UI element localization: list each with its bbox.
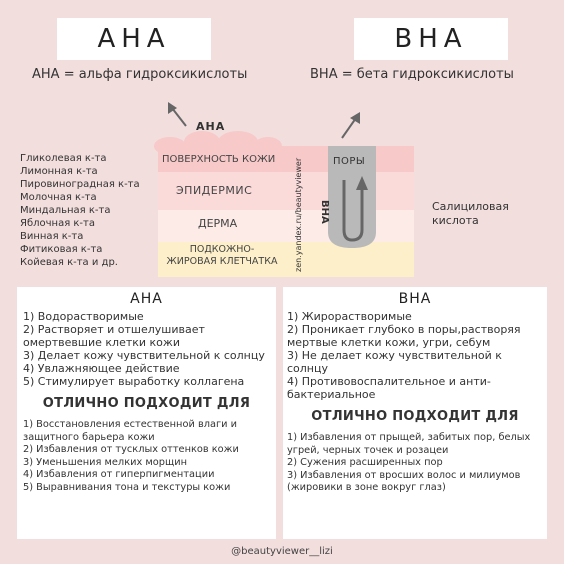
bha-arrow — [342, 118, 356, 138]
watermark: zen.yandex.ru/beautyviewer — [294, 157, 303, 272]
bha-prop: 1) Жирорастворимые — [287, 310, 412, 323]
aha-use: 2) Избавления от тусклых оттенков кожи — [23, 444, 239, 455]
bha-title-box — [354, 18, 508, 60]
bha-panel — [283, 287, 547, 539]
bha-use: 3) Избавления от вросших волос и милиумов (жировики в зоне вокруг глаз) — [287, 469, 521, 493]
aha-prop: 2) Растворяет и отшелушивает омертвевшие клетки кожи — [23, 323, 205, 349]
acid-item: Койевая к-та и др. — [20, 257, 118, 268]
acid-item: Молочная к-та — [20, 192, 97, 203]
aha-use: 1) Восстановления естественной влаги и защитного барьера кожи — [23, 419, 237, 443]
aha-use: 4) Избавления от гиперпигментации — [23, 469, 215, 480]
pore-label: ПОРЫ — [333, 156, 366, 167]
aha-prop: 4) Увлажняющее действие — [23, 362, 180, 375]
bha-use: 1) Избавления от прыщей, забитых пор, белых угрей, черных точек и розацеи — [287, 432, 531, 456]
bha-subtitle: ВНА = бета гидроксикислоты — [310, 67, 514, 82]
aha-props-list — [17, 307, 276, 388]
aha-prop: 1) Водорастворимые — [23, 310, 144, 323]
acid-item: Пировиноградная к-та — [20, 179, 140, 190]
acid-item: Лимонная к-та — [20, 166, 98, 177]
aha-prop: 5) Стимулирует выработку коллагена — [23, 375, 245, 388]
bha-title: ВНА — [394, 24, 468, 54]
bha-prop: 2) Проникает глубоко в поры,растворяя мертвые клетки кожи, угри, себум — [287, 323, 521, 349]
aha-use: 5) Выравнивания тона и текстуры кожи — [23, 481, 231, 493]
bha-prop: 4) Противовоспалительное и анти-бактериальное — [287, 375, 491, 401]
bha-use: 2) Сужения расширенных пор — [287, 457, 443, 468]
aha-panel-title: АНА — [130, 291, 163, 307]
acid-item: Яблочная к-та — [20, 218, 95, 229]
aha-uses-heading: ОТЛИЧНО ПОДХОДИТ ДЛЯ — [42, 396, 251, 411]
bha-prop: 3) Не делает кожу чувствительной к солнцу — [287, 349, 502, 375]
aha-subtitle: АНА = альфа гидроксикислоты — [32, 67, 248, 82]
acid-item: Винная к-та — [20, 231, 84, 242]
aha-title-box — [57, 18, 211, 60]
skin-surface-label: ПОВЕРХНОСТЬ КОЖИ — [162, 154, 276, 165]
skin-diagram — [150, 100, 420, 280]
aha-panel — [17, 287, 276, 539]
aha-uses-list — [17, 411, 276, 494]
aha-prop: 3) Делает кожу чувствительной к солнцу — [23, 349, 265, 362]
bha-panel-title: ВНА — [398, 291, 432, 307]
bha-acid — [432, 200, 522, 228]
skin-fat-label — [158, 244, 286, 268]
skin-fat-label-line2: ЖИРОВАЯ КЛЕТЧАТКА — [166, 256, 278, 267]
bha-uses-list — [283, 424, 547, 495]
aha-title: АНА — [97, 24, 171, 54]
bha-arrowhead — [350, 112, 360, 124]
acid-item: Фитиковая к-та — [20, 244, 103, 255]
skin-fat-label-line1: ПОДКОЖНО- — [189, 244, 255, 255]
aha-use: 3) Уменьшения мелких морщин — [23, 456, 187, 468]
bha-uses-heading: ОТЛИЧНО ПОДХОДИТ ДЛЯ — [311, 409, 519, 424]
footer-handle: @beautyviewer__lizi — [231, 546, 333, 557]
bha-acid-text: Салициловая кислота — [432, 200, 509, 227]
acid-item: Гликолевая к-та — [20, 153, 107, 164]
skin-dermis-label: ДЕРМА — [198, 217, 238, 230]
aha-acid-list — [20, 152, 140, 269]
bha-props-list — [283, 307, 547, 401]
aha-arrow — [172, 108, 186, 126]
skin-epidermis-label: ЭПИДЕРМИС — [176, 184, 253, 197]
acid-item: Миндальная к-та — [20, 205, 111, 216]
pore-bha-label: ВНА — [319, 200, 330, 224]
aha-arrow-label: АНА — [196, 120, 226, 133]
